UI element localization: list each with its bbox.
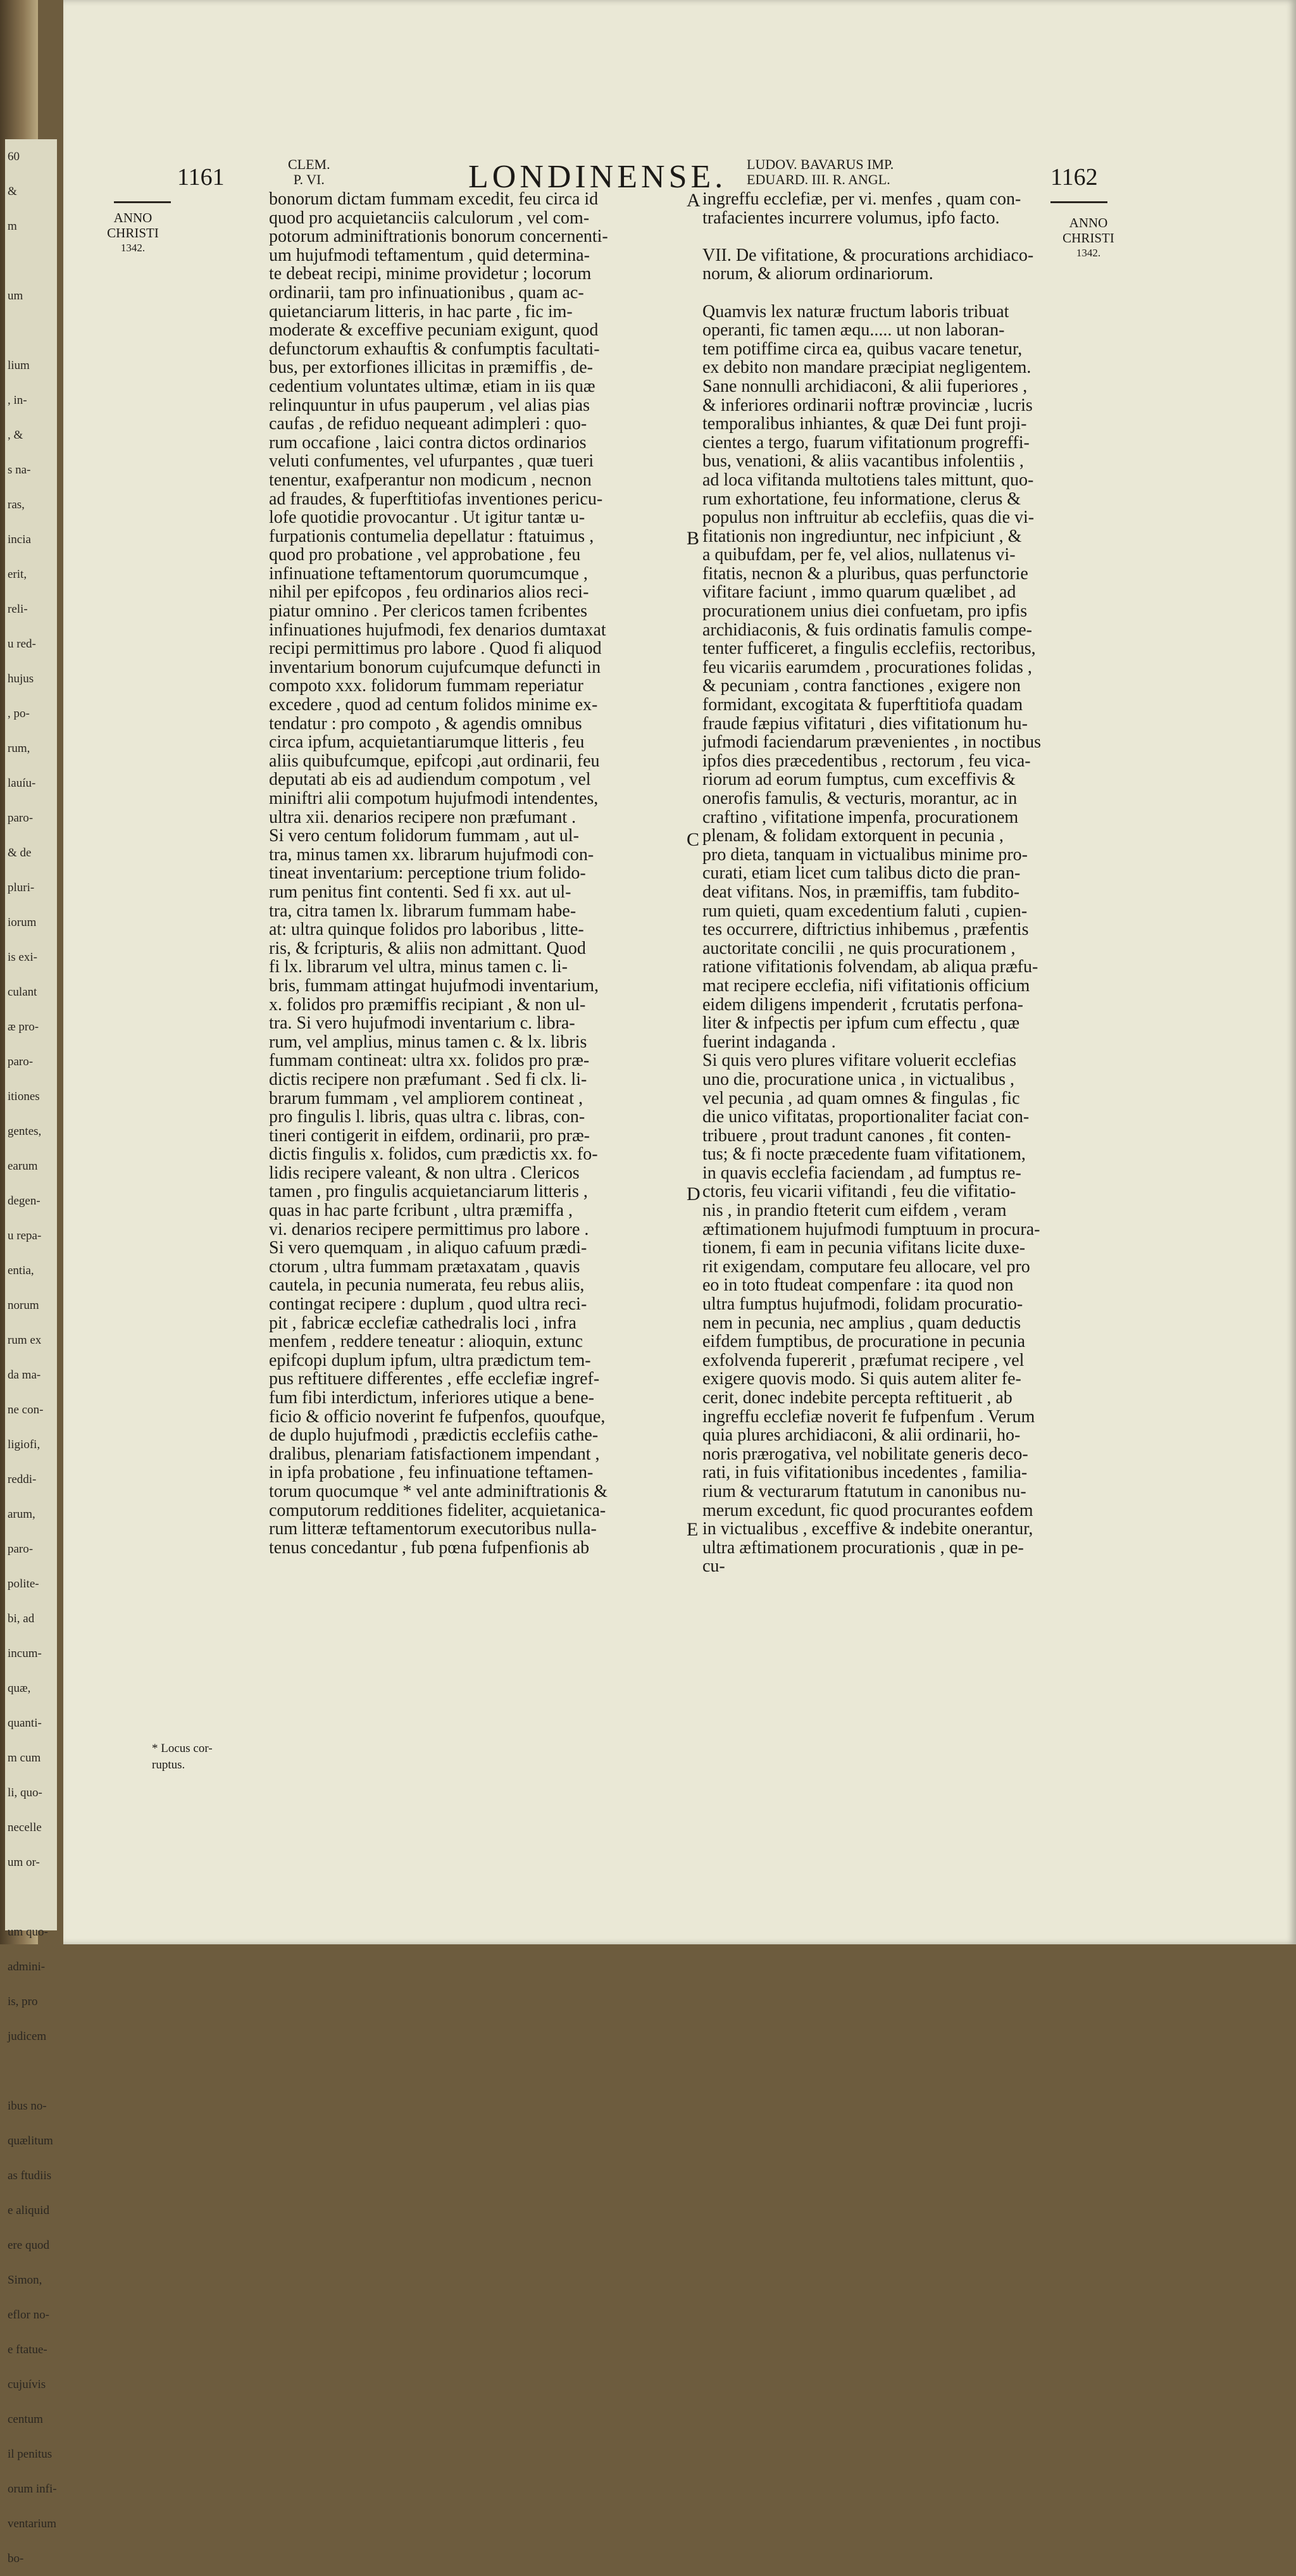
right-column-line: pro dieta, tanquam in victualibus minime pro- [702, 844, 1028, 865]
right-column-line: ratione vifitationis folvendam, ab aliqua præfu- [702, 957, 1038, 977]
right-column-line [702, 284, 1117, 303]
right-column-line: ultra æftimationem procurationis , quæ in pe- [702, 1537, 1024, 1558]
prev-page-fragment: li, quo- [8, 1786, 42, 1799]
right-column-line: bus, venationi, & aliis vacantibus infolentiis , [702, 451, 1024, 472]
left-column-line: tamen , pro fingulis acquietanciarum litteris , [269, 1182, 588, 1202]
prev-page-fragment: earum [8, 1160, 38, 1173]
header-clem-line1: CLEM. [288, 156, 330, 172]
right-column-line: in quavis ecclefia faciendam , ad fumptus re- [702, 1163, 1021, 1183]
prev-page-fragment: s na- [8, 463, 31, 477]
right-column-line: Si quis vero plures vifitare voluerit ecclefias [702, 1051, 1017, 1071]
right-column-line: eo in toto ftudeat compenfare : ita quod non [702, 1275, 1014, 1296]
left-column-line: veluti confumentes, vel ufurpantes , quæ tueri [269, 451, 594, 472]
prev-page-fragment: is exi- [8, 951, 37, 964]
left-column-line: ctorum , ultra fummam prætaxatam , quavis [269, 1256, 580, 1277]
prev-page-fragment: , & [8, 428, 23, 442]
previous-page-edge [5, 139, 57, 2565]
right-column-line: feu vicariis earumdem , procurationes folidas , [702, 657, 1032, 677]
prev-page-fragment: um quo- [8, 1925, 48, 1939]
right-column-line: tribuere , prout tradunt canones , fit conten- [702, 1125, 1011, 1146]
prev-page-fragment: quæ, [8, 1682, 31, 1695]
prev-page-fragment: erit, [8, 568, 27, 581]
prev-page-fragment: & [8, 185, 17, 198]
prev-page-fragment: orum infi- [8, 2482, 57, 2496]
left-column-line: um hujufmodi teftamentum , quid determina- [269, 245, 590, 265]
left-column-line: quod pro acquietanciis calculorum , vel com- [269, 208, 590, 228]
left-column-line: de duplo hujufmodi , prædictis ecclefiis cathe- [269, 1425, 599, 1446]
left-column-line: pit , fabricæ ecclefiæ cathedralis loci , infra [269, 1313, 576, 1333]
prev-page-fragment: gentes, [8, 1125, 42, 1138]
footnote-line1: * Locus cor- [152, 1742, 213, 1755]
left-column-line: infinuatione teftamentorum quorumcumque , [269, 563, 588, 584]
left-column-line: rum, vel amplius, minus tamen c. & lx. libris [269, 1032, 587, 1052]
left-column-line: tenus concedantur , fub pœna fufpenfionis ab [269, 1537, 590, 1558]
prev-page-fragment: pluri- [8, 881, 35, 894]
prev-page-fragment: incia [8, 533, 31, 546]
left-column-line: piatur omnino . Per clericos tamen fcribentes [269, 601, 588, 622]
left-column-line: nihil per epifcopos , feu ordinarios alios reci- [269, 582, 589, 603]
right-column-line: ad loca vifitanda multotiens tales mittunt, quo- [702, 470, 1034, 490]
left-column-line: dictis fingulis x. folidos, cum prædictis xx. fo- [269, 1144, 598, 1165]
prev-page-number: 60 [8, 150, 20, 163]
right-column-line: tionem, fi eam in pecunia vifitans licite duxe- [702, 1238, 1026, 1258]
right-column-line: fuerint indaganda . [702, 1032, 836, 1052]
anno-right-line2: CHRISTI [1062, 230, 1114, 246]
right-column-line: trafacientes incurrere volumus, ipfo facto. [702, 208, 1000, 228]
right-column-line: deat vifitans. Nos, in præmiffis, tam fubdito- [702, 882, 1020, 902]
prev-page-fragment: lauíu- [8, 777, 36, 790]
left-column-line: ficio & officio noverint fe fufpenfos, quoufque, [269, 1406, 606, 1427]
right-column-line: plenam, & folidam extorquent in pecunia , [702, 826, 1004, 846]
left-column-line: pro fingulis l. libris, quas ultra c. libras, con- [269, 1107, 585, 1127]
left-column-line: quas in hac parte fcribunt , ultra præmiffa , [269, 1201, 573, 1221]
left-column-line: ordinarii, tam pro infinuationibus , quam ac- [269, 282, 584, 303]
prev-page-fragment: paro- [8, 1055, 34, 1068]
prev-page-fragment: eflor no- [8, 2308, 49, 2322]
right-column-line: cerit, donec indebite percepta reftituerit , ab [702, 1388, 1012, 1408]
left-column-line: fummam contineat: ultra xx. folidos pro præ- [269, 1051, 590, 1071]
right-column-line: auctoritate concilii , ne quis procurationem , [702, 938, 1016, 958]
anno-christi-left [101, 210, 165, 256]
right-column-line: procurationem unius diei confuetam, pro ipfis [702, 601, 1028, 622]
right-column-line: onerofis famulis, & vecturis, morantur, ac in [702, 789, 1018, 808]
left-column-line: in ipfa probatione , feu infinuatione teftamen- [269, 1463, 594, 1483]
left-column-line: te debeat recipi, minime providetur ; locorum [269, 264, 592, 284]
right-column-line: liter & infpectis per ipfum cum effectu , quæ [702, 1013, 1020, 1034]
prev-page-fragment: culant [8, 985, 37, 999]
prev-page-fragment: itiones [8, 1090, 40, 1103]
right-column-line: Quamvis lex naturæ fructum laboris tribuat [702, 301, 1009, 322]
prev-page-fragment: um or- [8, 1856, 40, 1869]
left-column-line: tenentur, exafperantur non modicum , necnon [269, 470, 592, 490]
header-ludov-line2: EDUARD. III. R. ANGL. [747, 172, 890, 187]
right-column-line: rum quieti, quam excedentium faluti , cupien- [702, 901, 1028, 921]
header-ludov [747, 157, 894, 187]
left-column-line: x. folidos pro præmiffis recipiant , & non ul- [269, 994, 586, 1015]
right-column-line: quia plures archidiaconi, & alii ordinarii, ho- [702, 1425, 1021, 1446]
right-column-line: vifitare faciunt , immo quarum quælibet , ad [702, 582, 1016, 603]
prev-page-fragment: reli- [8, 603, 28, 616]
right-column-line: uno die, procuratione unica , in victualibus , [702, 1069, 1014, 1089]
right-column-line: nis , in prandio fteterit cum eifdem , veram [702, 1201, 1007, 1221]
anno-left-year: 1342. [120, 242, 146, 254]
right-column-line: temporalibus inhiantes, & quæ Dei funt proji- [702, 414, 1027, 434]
left-column-line: Si vero centum folidorum fummam , aut ul- [269, 826, 579, 846]
prev-page-fragment: as ftudiis [8, 2169, 52, 2182]
prev-page-fragment [5, 2054, 57, 2089]
right-column-line: a quibufdam, per fe, vel alios, nullatenus vi- [702, 545, 1016, 565]
prev-page-fragment [5, 1880, 57, 1915]
right-column-line: tes occurrere, diftrictius inhibemus , præfentis [702, 920, 1029, 940]
right-column-line: ctoris, feu vicarii vifitandi , feu die vifitatio- [702, 1182, 1016, 1202]
left-column-line: pus reftituere differentes , effe ecclefiæ ingref- [269, 1369, 600, 1389]
left-column-line: recipi permittimus pro labore . Quod fi aliquod [269, 639, 602, 659]
right-column-line: formidant, excogitata & fuperftitiofa quadam [702, 695, 1023, 715]
right-column-line: & inferiores ordinarii noftræ provinciæ , lucris [702, 395, 1033, 415]
right-column-line: & pecuniam , contra fanctiones , exigere non [702, 676, 1021, 696]
left-column-line: brarum fummam , vel ampliorem contineat , [269, 1088, 583, 1108]
right-column-line: rati, in fuis vifitationibus incedentes , familia- [702, 1463, 1028, 1483]
prev-page-fragment: , po- [8, 707, 30, 720]
header-clem-line2: P. VI. [293, 172, 325, 187]
right-column-line: æftimationem hujufmodi fumptuum in procura- [702, 1219, 1040, 1239]
footnote-line2: ruptus. [152, 1758, 185, 1772]
left-column-line: inventarium bonorum cujufcumque defuncti in [269, 657, 601, 677]
right-column-line: ingreffu ecclefiæ, per vi. menfes , quam con- [702, 189, 1021, 209]
left-column-line: rum litteræ teftamentorum executoribus nulla- [269, 1519, 597, 1539]
page-number-right: 1162 [1050, 164, 1098, 191]
right-column-line: cu- [702, 1556, 725, 1577]
prev-page-fragment: u repa- [8, 1229, 42, 1242]
left-column-line: rum occafione , laici contra dictos ordinarios [269, 432, 587, 453]
prev-page-fragment: quanti- [8, 1716, 42, 1730]
margin-marker-c: C [687, 829, 700, 850]
left-column-line: miniftri alii compotum hujufmodi intendentes, [269, 789, 599, 808]
prev-page-fragment [5, 313, 57, 348]
right-column-line: populus non inftruitur ab ecclefiis, quas die vi- [702, 508, 1035, 528]
left-column-line: caufas , de refiduo nequeant adimpleri : quo- [269, 414, 587, 434]
right-column-line: eifdem fumptibus, de procuratione in pecunia [702, 1332, 1026, 1352]
left-column-line: fum fibi interdictum, inferiores utique a bene- [269, 1388, 594, 1408]
prev-page-fragment: ne con- [8, 1403, 44, 1416]
left-column-line: quod pro probatione , vel approbatione , feu [269, 545, 581, 565]
left-column-line: ris, & fcripturis, & aliis non admittant. Quod [269, 938, 586, 958]
left-column-line: compoto xxx. folidorum fummam reperiatur [269, 676, 583, 696]
right-column-line: ipfos dies præcedentibus , rectorum , feu vica- [702, 751, 1031, 771]
prev-page-fragment: hujus [8, 672, 34, 685]
prev-page-fragment: il penitus [8, 2448, 53, 2461]
left-column-line: torum quocumque * vel ante adminiftrationis & [269, 1481, 608, 1501]
right-column-line: fitatis, necnon & a pluribus, quas perfunctorie [702, 563, 1028, 584]
left-column-line: at: ultra quinque folidos pro laboribus , litte- [269, 920, 584, 940]
prev-page-fragment: incum- [8, 1647, 42, 1660]
left-column-line: tendatur : pro compoto , & agendis omnibus [269, 713, 582, 734]
left-column-line: Si vero quemquam , in aliquo cafuum prædi- [269, 1238, 587, 1258]
right-column-line: cientes a tergo, fuarum vifitationum progreffi- [702, 432, 1030, 453]
right-column-line: exigere quovis modo. Si quis autem aliter fe- [702, 1369, 1021, 1389]
right-column-line: die unico vifitatas, proportionaliter faciat con- [702, 1107, 1030, 1127]
prev-page-fragment: paro- [8, 1542, 34, 1556]
prev-page-fragment: m [8, 220, 17, 233]
prev-page-fragment: iorum [8, 916, 37, 929]
prev-page-fragment: Simon, [8, 2273, 42, 2287]
prev-page-fragment: , in- [8, 394, 27, 407]
prev-page-fragment: paro- [8, 811, 34, 825]
right-column-line: craftino , vifitatione impenfa, procurationem [702, 807, 1019, 827]
right-column-line: rit exigendam, computare feu allocare, vel pro [702, 1256, 1030, 1277]
left-column-line: furpationis contumelia depellatur : ftatuimus , [269, 526, 594, 546]
right-column-line: norum, & aliorum ordinariorum. [702, 264, 933, 284]
left-column-line: tra. Si vero hujufmodi inventarium c. libra- [269, 1013, 575, 1034]
prev-page-fragment: bo- [8, 2552, 24, 2565]
right-column-line: vel pecunia , ad quam omnes & fingulas , fic [702, 1088, 1020, 1108]
right-column-line: operanti, fic tamen æqu..... ut non laboran- [702, 320, 1005, 341]
prev-page-fragment: rum, [8, 742, 30, 755]
prev-page-fragment: & de [8, 846, 32, 860]
right-column [702, 190, 1117, 1576]
left-column-line: bonorum dictam fummam excedit, feu circa id [269, 189, 599, 209]
margin-marker-d: D [687, 1184, 701, 1204]
left-column-line: lidis recipere valeant, & non ultra . Clericos [269, 1163, 580, 1183]
prev-page-fragment: ligiofi, [8, 1438, 40, 1451]
left-column-line: tineat inventarium: perceptione trium folido- [269, 863, 586, 884]
left-column-line: moderate & exceffive pecuniam exigunt, quod [269, 320, 599, 341]
page-title: LONDINENSE. [468, 159, 727, 195]
left-column-line: relinquuntur in ufus pauperum , vel alias pias [269, 395, 590, 415]
left-column-line: epifcopi duplum ipfum, ultra prædictum tem- [269, 1350, 591, 1370]
prev-page-fragment: lium [8, 359, 30, 372]
right-column-line: tus; & fi nocte præcedente fuam vifitationem, [702, 1144, 1026, 1165]
left-column-line: fi lx. librarum vel ultra, minus tamen c. li- [269, 957, 568, 977]
right-column-line: riorum ad eorum fumptus, cum exceffivis & [702, 770, 1016, 790]
right-column-line [702, 227, 1117, 246]
left-column-line: tra, citra tamen lx. librarum fummam habe- [269, 901, 576, 921]
left-column-line: deputati ab eis ad audiendum compotum , vel [269, 770, 591, 790]
margin-marker-b: B [687, 528, 700, 549]
left-column-line: computorum redditiones fideliter, acquietanica- [269, 1500, 606, 1520]
left-column-line: ultra xii. denarios recipere non præfumant . [269, 807, 576, 827]
left-column-line: vi. denarios recipere permittimus pro labore . [269, 1219, 589, 1239]
right-column-line: mat recipere ecclefia, nifi vifitationis officium [702, 975, 1030, 996]
left-column-line: dictis recipere non præfumant . Sed fi clx. li- [269, 1069, 587, 1089]
right-column-line: ingreffu ecclefiæ noverit fe fufpenfum . Verum [702, 1406, 1035, 1427]
header-clem [288, 157, 330, 187]
prev-page-fragment: reddi- [8, 1473, 37, 1486]
prev-page-fragment: cujuívis [8, 2378, 46, 2391]
right-column-line: noris prærogativa, vel nobilitate generis deco- [702, 1444, 1028, 1464]
left-column-line: lofe quotidie provocantur . Ut igitur tantæ u- [269, 508, 585, 528]
prev-page-fragment: um [8, 289, 23, 303]
book-page [63, 0, 1296, 1944]
prev-page-fragment: e ftatue- [8, 2343, 47, 2356]
prev-page-fragment: rum ex [8, 1334, 42, 1347]
left-column-line: ad fraudes, & fuperftitiofas inventiones pericu- [269, 489, 603, 509]
right-column-line: nem in pecunia, nec amplius , quam deductis [702, 1313, 1021, 1333]
prev-page-fragment: admini- [8, 1960, 46, 1973]
left-column-line: cautela, in pecunia numerata, feu rebus aliis, [269, 1275, 585, 1296]
page-number-left: 1161 [177, 164, 225, 191]
right-column-line: eidem diligens impenderit , fcrutatis perfona- [702, 994, 1023, 1015]
margin-marker-e: E [687, 1519, 699, 1540]
prev-page-fragment [5, 244, 57, 278]
prev-page-fragment: arum, [8, 1508, 35, 1521]
left-column-line: quietanciarum litteris, in hac parte , fic im- [269, 301, 573, 322]
left-column-line: potorum adminiftrationis bonorum concernenti- [269, 227, 608, 247]
left-column-line: circa ipfum, acquietantiarumque litteris , feu [269, 732, 585, 753]
left-column-line: infinuationes hujufmodi, fex denarios dumtaxat [269, 620, 606, 640]
prev-page-fragment: norum [8, 1299, 39, 1312]
left-column-line: bus, per extorfiones illicitas in præmiffis , de- [269, 358, 593, 378]
prev-page-fragment: is, pro [8, 1995, 38, 2008]
left-column-line: aliis quibufcumque, epifcopi ,aut ordinarii, feu [269, 751, 600, 771]
footnote-locus-corruptus [152, 1741, 228, 1773]
prev-page-fragment: m cum [8, 1751, 41, 1765]
prev-page-fragment: entia, [8, 1264, 34, 1277]
left-column-line: defunctorum exhauftis & confumptis facultati- [269, 339, 600, 359]
right-column-line: tem potiffime circa ea, quibus vacare tenetur, [702, 339, 1023, 359]
anno-left-line2: CHRISTI [107, 225, 159, 241]
right-column-line: exfolvenda fupererit , præfumat recipere , vel [702, 1350, 1025, 1370]
right-column-line: fraude fæpius vifitaturi , dies vifitationum hu- [702, 713, 1028, 734]
left-column-line: bris, fummam attingat hujufmodi inventarium, [269, 975, 599, 996]
margin-marker-a: A [687, 190, 701, 211]
prev-page-fragment: e aliquid [8, 2204, 49, 2217]
prev-page-fragment: da ma- [8, 1368, 41, 1382]
right-column-line: in victualibus , exceffive & indebite onerantur, [702, 1519, 1033, 1539]
left-column-line: contingat recipere : duplum , quod ultra reci- [269, 1294, 587, 1315]
anno-left-line1: ANNO [113, 210, 153, 225]
prev-page-fragment: ibus no- [8, 2099, 47, 2113]
prev-page-fragment: ventarium [8, 2517, 57, 2530]
right-column-line: Sane nonnulli archidiaconi, & alii fuperiores , [702, 376, 1028, 396]
right-column-line: ultra fumptus hujufmodi, folidam procuratio- [702, 1294, 1023, 1315]
prev-page-fragment: ras, [8, 498, 25, 511]
prev-page-fragment: judicem [8, 2030, 47, 2043]
right-column-line: merum excedunt, fic quod procurantes eofdem [702, 1500, 1033, 1520]
prev-page-fragment: bi, ad [8, 1612, 35, 1625]
prev-page-fragment: necelle [8, 1821, 42, 1834]
right-column-line: rium & vecturarum ftatutum in canonibus nu- [702, 1481, 1026, 1501]
right-column-line: fitationis non ingrediuntur, nec infpiciunt , & [702, 526, 1022, 546]
prev-page-fragment: æ pro- [8, 1020, 39, 1034]
right-column-line: ex debito non mandare præcipiat negligentem. [702, 358, 1031, 378]
anno-right-year: 1342. [1076, 247, 1101, 259]
left-column-line: tineri contigerit in eifdem, ordinarii, pro præ- [269, 1125, 590, 1146]
right-column-line: jufmodi faciendarum prævenientes , in noctibus [702, 732, 1041, 753]
right-column-line: curati, etiam licet cum talibus dicto die pran- [702, 863, 1021, 884]
left-column-line: tra, minus tamen xx. librarum hujufmodi con- [269, 844, 594, 865]
left-column-line: cedentium voluntates ultimæ, etiam in iis quæ [269, 376, 595, 396]
prev-page-fragment: centum [8, 2413, 43, 2426]
prev-page-fragment: ere quod [8, 2239, 49, 2252]
left-column-line: menfem , reddere teneatur : alioquin, extunc [269, 1332, 583, 1352]
prev-page-fragment: u red- [8, 637, 36, 651]
left-column-line: dralibus, plenariam fatisfactionem impendant , [269, 1444, 600, 1464]
prev-page-fragment: degen- [8, 1194, 40, 1208]
header-rule-left [114, 201, 171, 203]
right-column-line: tenter fufficeret, a fingulis ecclefiis, rectoribus, [702, 639, 1036, 659]
prev-page-fragment: polite- [8, 1577, 39, 1591]
right-column-line: rum exhortatione, feu informatione, clerus & [702, 489, 1021, 509]
prev-page-fragment: quælitum [8, 2134, 53, 2148]
left-column [269, 190, 683, 1557]
anno-right-line1: ANNO [1069, 215, 1108, 230]
right-column-line: VII. De vifitatione, & procurations archidiaco- [702, 245, 1034, 265]
header-ludov-line1: LUDOV. BAVARUS IMP. [747, 156, 894, 172]
right-column-line: archidiaconis, & fuis ordinatis famulis compe- [702, 620, 1032, 640]
left-column-line: rum penitus fint contenti. Sed fi xx. aut ul- [269, 882, 571, 902]
left-column-line: excedere , quod ad centum folidos minime ex- [269, 695, 598, 715]
